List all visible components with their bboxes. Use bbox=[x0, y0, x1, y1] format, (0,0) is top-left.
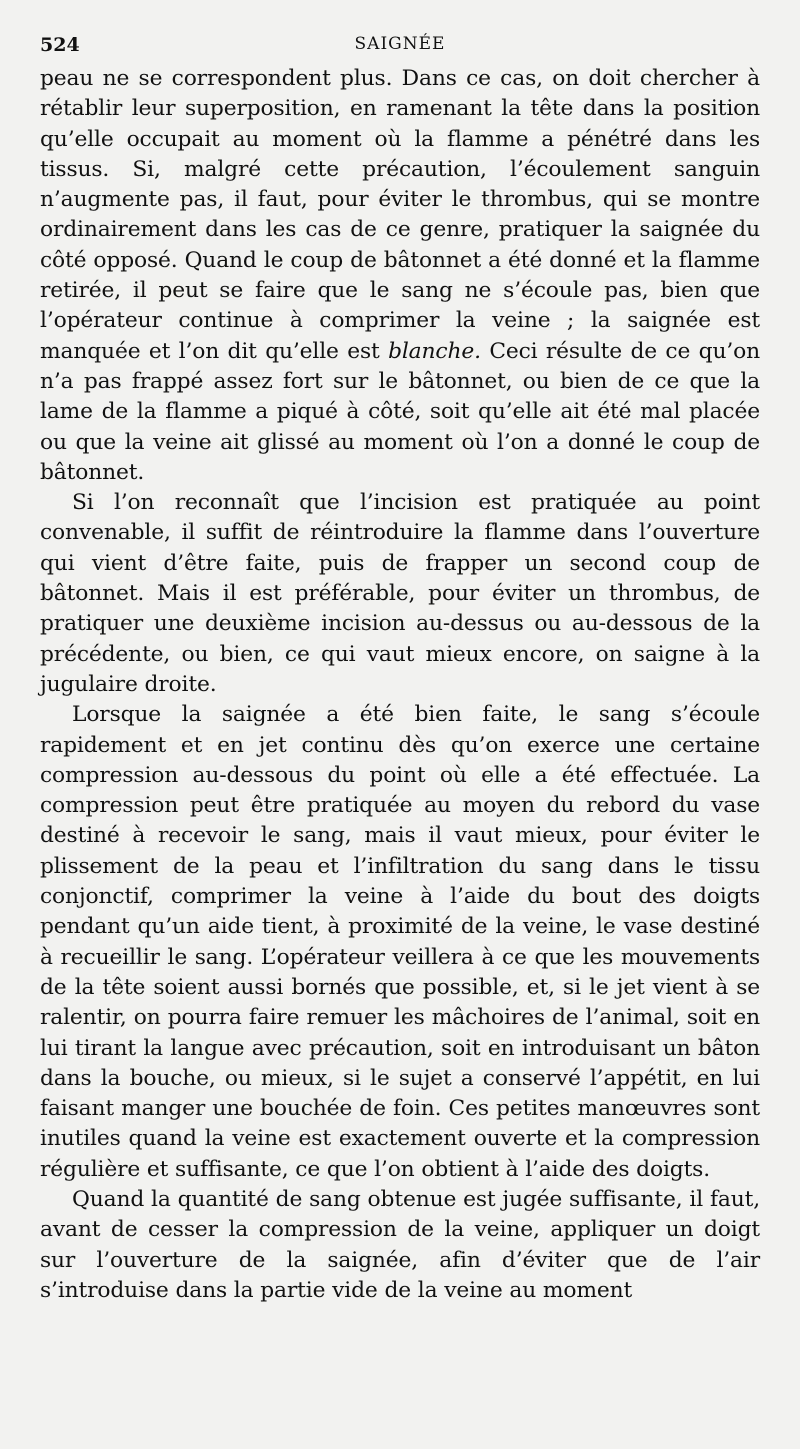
paragraph: Si l’on reconnaît que l’incision est pratiquée au point convenable, il suffit de réintroduire la flamme dans l’ouverture qui vient d’être faite, puis de frapper un second coup de bâtonnet. Mais il est préférable, pour éviter un thrombus, de pratiquer une deuxième incision au-dessus ou au-dessous de la précédente, ou bien, ce qui vaut mieux encore, on saigne à la jugulaire droite. bbox=[40, 490, 760, 697]
paragraph-text: peau ne se correspondent plus. Dans ce cas, on doit chercher à rétablir leur superposition, en ramenant la tête dans la position qu’elle occupait au moment où la flamme a pénétré dans les tissus. Si, malgré cette précaution, l’écoulement sanguin n’augmente pas, il faut, pour éviter le thrombus, qui se montre ordinairement dans les cas de ce genre, pratiquer la saignée du côté opposé. Quand le coup de bâtonnet a été donné et la flamme retirée, il peut se faire que le sang ne s’écoule pas, bien que l’opérateur continue à comprimer la veine ; la saignée est manquée et l’on dit qu’elle est bbox=[40, 66, 760, 364]
paragraph: Lorsque la saignée a été bien faite, le sang s’écoule rapidement et en jet continu dès qu’on exerce une certaine compression au-dessous du point où elle a été effectuée. La compression peut être pratiquée au moyen du rebord du vase destiné à recevoir le sang, mais il vaut mieux, pour éviter le plissement de la peau et l’infiltration du sang dans le tissu conjonctif, comprimer la veine à l’aide du bout des doigts pendant qu’un aide tient, à proximité de la veine, le vase destiné à recueillir le sang. L’opérateur veillera à ce que les mouvements de la tête soient aussi bornés que possible, et, si le jet vient à se ralentir, on pourra faire remuer les mâchoires de l’animal, soit en lui tirant la langue avec précaution, soit en introduisant un bâton dans la bouche, ou mieux, si le sujet a conservé l’appétit, en lui faisant manger une bouchée de foin. Ces petites manœuvres sont inutiles quand la veine est exactement ouverte et la compression régulière et suffisante, ce que l’on obtient à l’aide des doigts. bbox=[40, 702, 760, 1182]
paragraph-continued bbox=[40, 64, 760, 488]
running-head bbox=[40, 30, 760, 60]
paragraph-text: Ceci résulte de ce qu’on n’a pas frappé assez fort sur le bâtonnet, ou bien de ce que la lame de la flamme a piqué à côté, soit qu’elle ait été mal placée ou que la veine ait glissé au moment où l’on a donné le coup de bâtonnet. bbox=[40, 338, 760, 485]
body-text bbox=[40, 64, 760, 1306]
running-title: SAIGNÉE bbox=[354, 34, 446, 54]
italic-term: blanche. bbox=[388, 338, 481, 364]
paragraph: Quand la quantité de sang obtenue est jugée suffisante, il faut, avant de cesser la compression de la veine, appliquer un doigt sur l’ouverture de la saignée, afin d’éviter que de l’air s’introduise dans la partie vide de la veine au moment bbox=[40, 1186, 760, 1303]
page-number: 524 bbox=[40, 34, 80, 56]
